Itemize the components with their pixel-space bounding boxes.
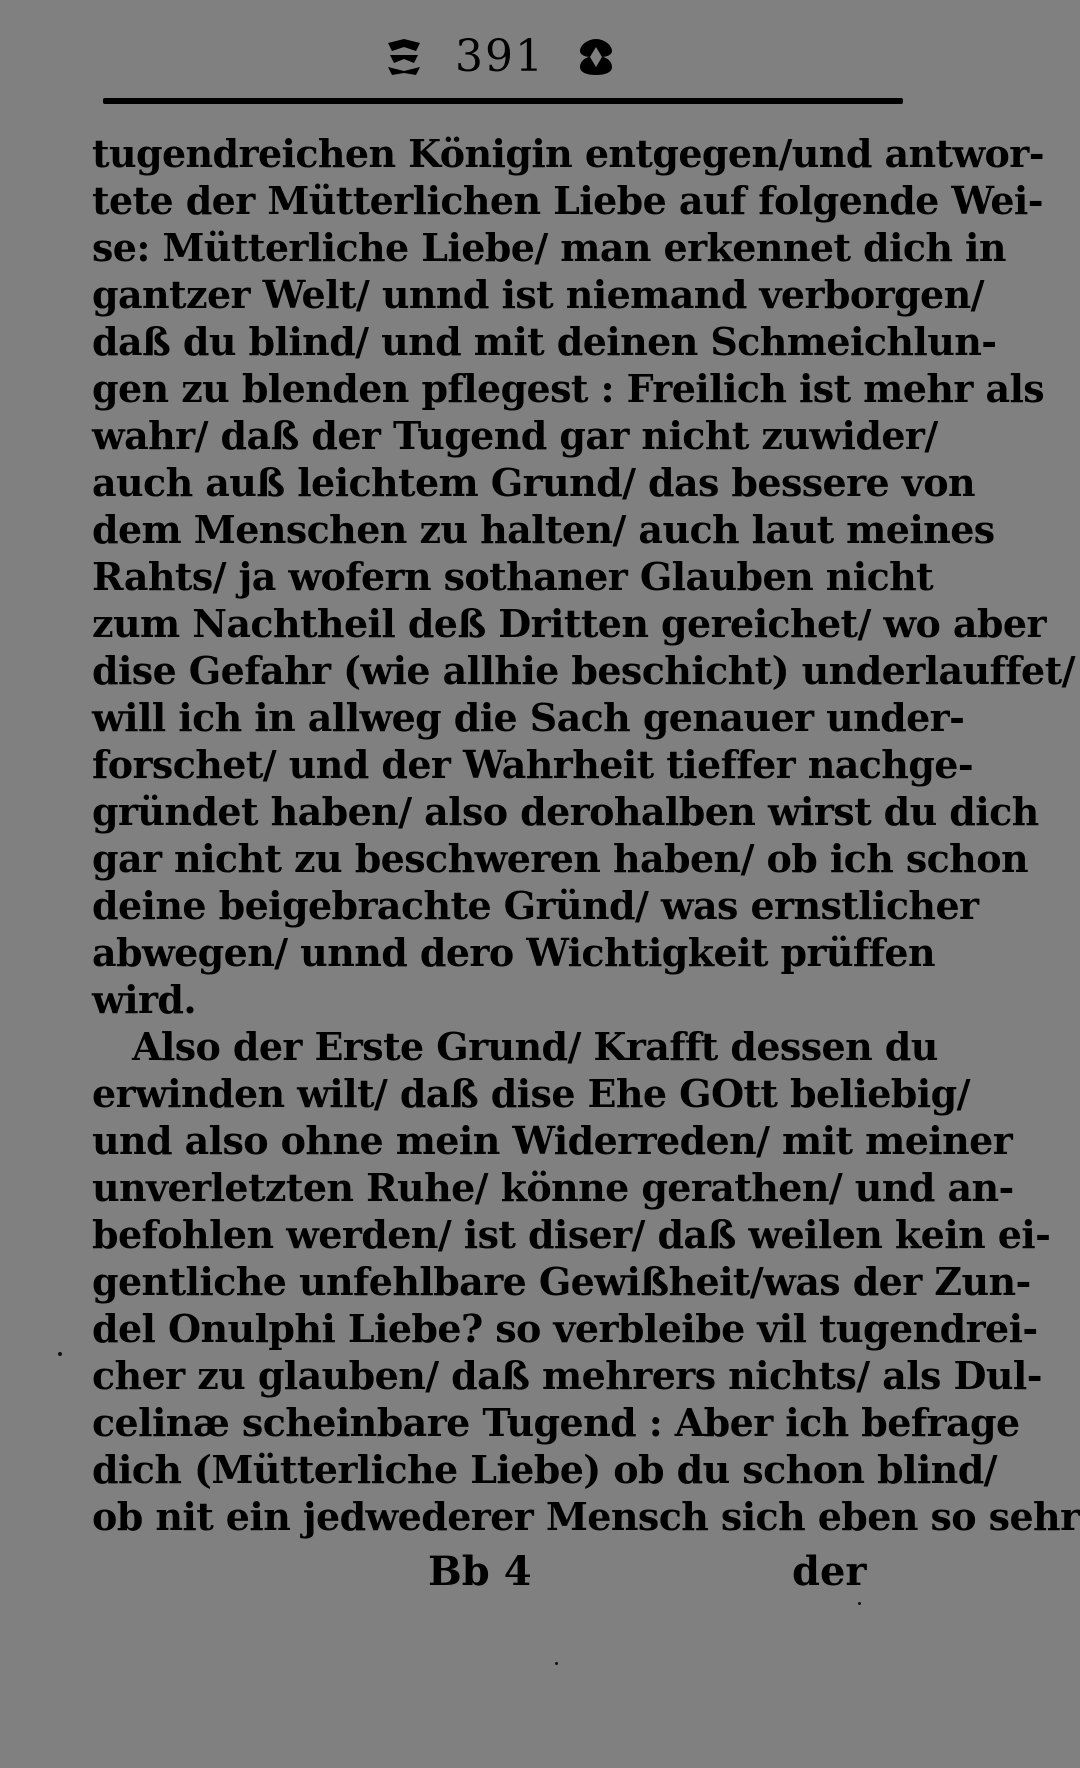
fleuron-ornament-icon — [576, 37, 616, 77]
text-line: wahr/ daß der Tugend gar nicht zuwider/ — [92, 413, 938, 458]
text-line: cher zu glauben/ daß mehrers nichts/ als Dul- — [92, 1353, 1042, 1398]
page-header — [0, 28, 1000, 82]
text-line: befohlen werden/ ist diser/ daß weilen kein ei- — [92, 1212, 1051, 1257]
text-line: dich (Mütterliche Liebe) ob du schon blind/ — [92, 1447, 997, 1492]
ink-speck — [858, 1602, 861, 1605]
text-line: auch auß leichtem Grund/ das bessere von — [92, 460, 975, 505]
ink-speck — [555, 1662, 558, 1665]
text-line: wird. — [92, 977, 196, 1022]
text-line: zum Nachtheil deß Dritten gereichet/ wo aber — [92, 601, 1046, 646]
text-line: tugendreichen Königin entgegen/und antwor- — [92, 131, 1044, 176]
text-line: forschet/ und der Wahrheit tieffer nachge- — [92, 742, 974, 787]
text-line: dise Gefahr (wie allhie beschicht) underlauffet/ — [92, 648, 1075, 693]
signature-mark: Bb 4 — [428, 1548, 532, 1595]
text-line: gentliche unfehlbare Gewißheit/was der Zun- — [92, 1259, 1031, 1304]
text-line: Rahts/ ja wofern sothaner Glauben nicht — [92, 554, 934, 599]
text-line: dem Menschen zu halten/ auch laut meines — [92, 507, 995, 552]
text-line: daß du blind/ und mit deinen Schmeichlun- — [92, 319, 997, 364]
body-text — [92, 130, 1080, 1540]
text-line: gar nicht zu beschweren haben/ ob ich schon — [92, 836, 1028, 881]
paragraph-start-line: Also der Erste Grund/ Krafft dessen du — [132, 1024, 938, 1069]
text-line: erwinden wilt/ daß dise Ehe GOtt beliebig/ — [92, 1071, 970, 1116]
text-line: deine beigebrachte Gründ/ was ernstlicher — [92, 883, 979, 928]
text-line: del Onulphi Liebe? so verbleibe vil tugendrei- — [92, 1306, 1038, 1351]
text-line: abwegen/ unnd dero Wichtigkeit prüffen — [92, 930, 935, 975]
text-line: ob nit ein jedwederer Mensch sich eben so sehr — [92, 1494, 1080, 1539]
text-line: will ich in allweg die Sach genauer under- — [92, 695, 965, 740]
page-footer — [0, 1548, 1000, 1598]
text-line: gründet haben/ also derohalben wirst du dich — [92, 789, 1039, 834]
text-line: und also ohne mein Widerreden/ mit meiner — [92, 1118, 1013, 1163]
text-line: celinæ scheinbare Tugend : Aber ich befrage — [92, 1400, 1020, 1445]
text-line: tete der Mütterlichen Liebe auf folgende Wei- — [92, 178, 1043, 223]
header-rule — [103, 98, 903, 104]
text-line: gen zu blenden pflegest : Freilich ist mehr als — [92, 366, 1045, 411]
text-line: unverletzten Ruhe/ könne gerathen/ und an- — [92, 1165, 1014, 1210]
fleuron-ornament-icon — [384, 37, 424, 77]
text-line: se: Mütterliche Liebe/ man erkennet dich in — [92, 225, 1006, 270]
text-line: gantzer Welt/ unnd ist niemand verborgen/ — [92, 272, 984, 317]
ink-speck — [58, 1352, 62, 1356]
page-number: 391 — [455, 31, 545, 82]
catchword: der — [792, 1548, 867, 1595]
